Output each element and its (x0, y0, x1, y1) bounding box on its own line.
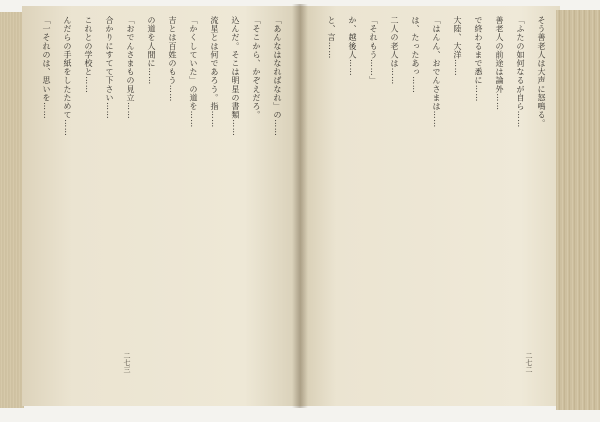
text-line: と、言…… (327, 16, 336, 59)
text-line: そう善老人は大声に怒鳴る。 (537, 16, 546, 128)
left-page-text (36, 16, 284, 374)
text-line: これとの学校と…… (84, 16, 93, 94)
text-line: 二人の老人は…… (390, 16, 399, 85)
text-line: は、たったあっ…… (411, 16, 420, 94)
text-line: で終わるまで悉に…… (474, 16, 483, 102)
book-gutter (292, 4, 308, 408)
text-line: 「一それのは、思いを…… (42, 16, 51, 120)
text-line: 「あんなはなればなれ」の…… (273, 16, 282, 137)
text-line: 「はんん、おでんさまは…… (432, 16, 441, 128)
left-fore-edge (0, 12, 24, 408)
text-line: 流星とは何であろう。指…… (210, 16, 219, 128)
text-line: 「おでんさまもの見立…… (126, 16, 135, 120)
text-line: 大陸、大洋…… (453, 16, 462, 77)
right-page-number: 二七二 (525, 352, 533, 373)
text-line: 善老人の前途は論外…… (495, 16, 504, 111)
text-line: の道を人間に…… (147, 16, 156, 85)
text-line: 吉とは百姓のもう…… (168, 16, 177, 102)
text-line: 込んだ。そこは明星の書類…… (231, 16, 240, 137)
right-fore-edge (556, 10, 600, 410)
text-line: 「それもう……」 (369, 16, 378, 85)
left-page-number: 二七三 (123, 352, 131, 373)
text-line: 合かりにすてて下さい…… (105, 16, 114, 120)
right-page-text (312, 16, 548, 374)
text-line: か、越後人…… (348, 16, 357, 77)
text-line: 「そこから、かぞえだろ。 (252, 16, 261, 120)
text-line: んだらの手紙をしたためて…… (63, 16, 72, 137)
text-line: 「かくしていた」の道を…… (189, 16, 198, 128)
text-line: 「ふたの如何なるが自ら…… (516, 16, 525, 128)
